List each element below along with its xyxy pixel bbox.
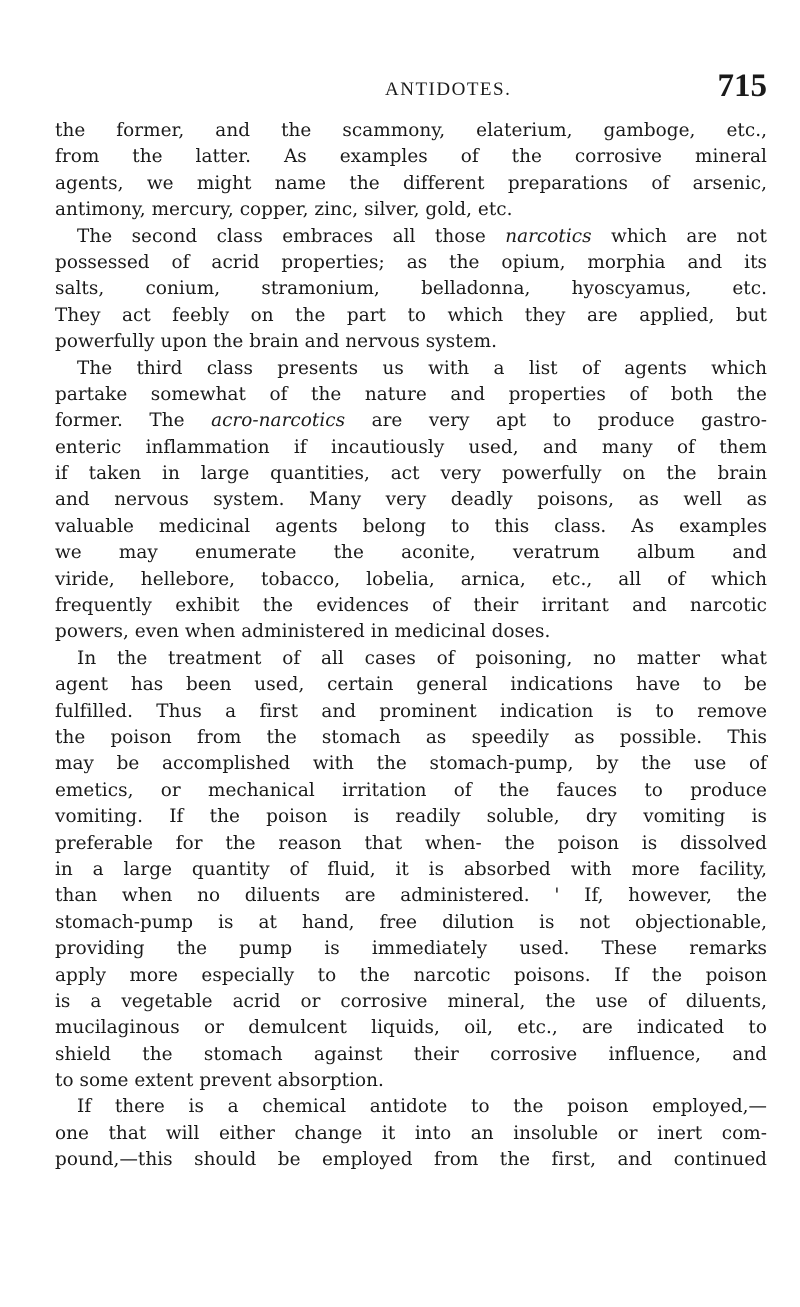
text-line: agents, we might name the different preparations of arsenic, (55, 172, 767, 194)
text-line: They act feebly on the part to which they are applied, but (55, 304, 767, 326)
text-line: viride, hellebore, tobacco, lobelia, arnica, etc., all of which (55, 568, 767, 590)
text-line: valuable medicinal agents belong to this class. As examples (55, 515, 767, 537)
text-line: providing the pump is immediately used. These remarks (55, 938, 767, 960)
text-line: and nervous system. Many very deadly poisons, as well as (55, 489, 767, 511)
text-line: powers, even when administered in medicinal doses. (55, 621, 551, 643)
text-line: preferable for the reason that when- the poison is dissolved (55, 832, 767, 854)
text-line: the poison from the stomach as speedily as possible. This (55, 726, 767, 748)
text-line: frequently exhibit the evidences of their irritant and narcotic (55, 595, 767, 617)
text-line: fulfilled. Thus a first and prominent indication is to remove (55, 700, 767, 722)
text-line: salts, conium, stramonium, belladonna, hyoscyamus, etc. (55, 278, 767, 300)
text-line: The third class presents us with a list of agents which (77, 357, 767, 379)
text-line: than when no diluents are administered. ' If, however, the (55, 885, 767, 907)
text-line: partake somewhat of the nature and properties of both the (55, 383, 767, 405)
text-line: possessed of acrid properties; as the opium, morphia and its (55, 251, 767, 273)
text-line: shield the stomach against their corrosive influence, and (55, 1043, 767, 1065)
body-text (55, 118, 767, 1174)
book-page (55, 68, 767, 1174)
text-line: is a vegetable acrid or corrosive mineral, the use of diluents, (55, 990, 767, 1012)
text-line: mucilaginous or demulcent liquids, oil, etc., are indicated to (55, 1017, 767, 1039)
text-line: in a large quantity of fluid, it is absorbed with more facility, (55, 858, 767, 880)
text-line: we may enumerate the aconite, veratrum album and (55, 542, 767, 564)
text-line: stomach-pump is at hand, free dilution is not objectionable, (55, 911, 767, 933)
text-line: agent has been used, certain general indications have to be (55, 674, 767, 696)
text-line: In the treatment of all cases of poisoning, no matter what (77, 647, 767, 669)
text-line: the former, and the scammony, elaterium, gamboge, etc., (55, 120, 767, 141)
text-line: The second class embraces all those narcotics which are not (77, 225, 767, 247)
text-line: former. The acro-narcotics are very apt to produce gastro- (55, 410, 767, 432)
text-line: to some extent prevent absorption. (55, 1070, 384, 1092)
text-line: powerfully upon the brain and nervous system. (55, 331, 497, 353)
text-line: may be accomplished with the stomach-pump, by the use of (55, 753, 767, 775)
text-line: if taken in large quantities, act very powerfully on the brain (55, 463, 767, 485)
text-line: enteric inflammation if incautiously used, and many of them (55, 436, 767, 458)
running-head (55, 68, 767, 118)
text-line: apply more especially to the narcotic poisons. If the poison (55, 964, 767, 986)
running-title: ANTIDOTES. (385, 79, 512, 100)
text-line: If there is a chemical antidote to the poison employed,— (77, 1096, 767, 1118)
text-line: antimony, mercury, copper, zinc, silver, gold, etc. (55, 199, 513, 221)
text-line: pound,—this should be employed from the first, and continued (55, 1149, 767, 1171)
text-line: vomiting. If the poison is readily soluble, dry vomiting is (55, 806, 767, 828)
text-line: emetics, or mechanical irritation of the fauces to produce (55, 779, 767, 801)
page-number: 715 (717, 68, 767, 104)
text-line: from the latter. As examples of the corrosive mineral (55, 146, 767, 168)
text-line: one that will either change it into an insoluble or inert com- (55, 1122, 767, 1144)
